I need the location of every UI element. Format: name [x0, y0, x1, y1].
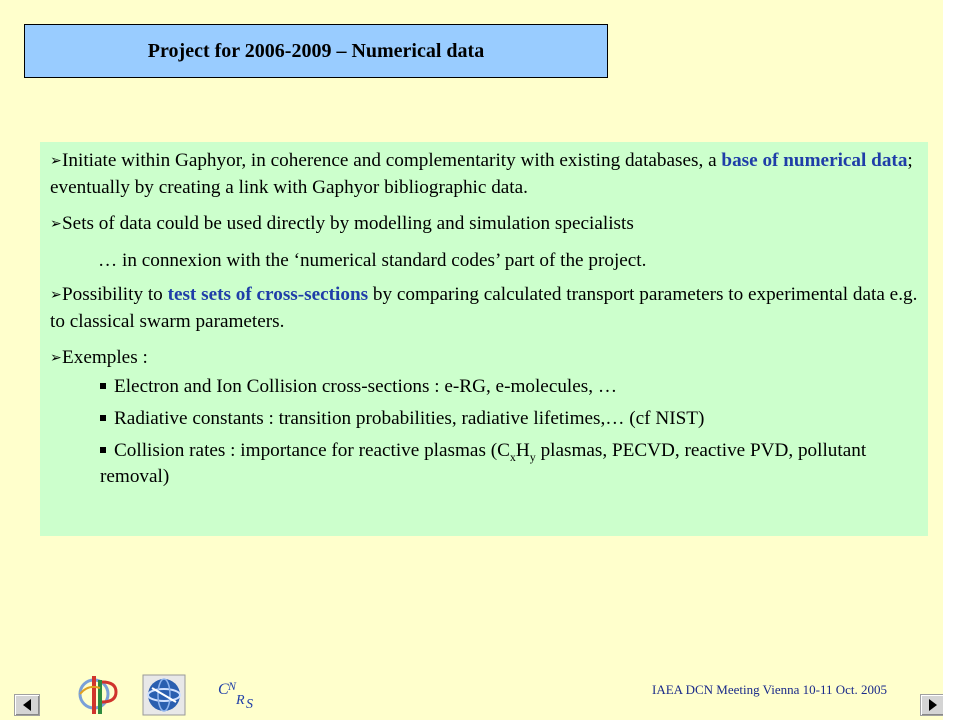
arrow-bullet-icon: ➢	[50, 217, 62, 232]
triangle-right-icon	[927, 698, 939, 712]
sub-bullet-3	[50, 438, 918, 490]
subscript-x: x	[509, 449, 516, 464]
arrow-bullet-icon: ➢	[50, 288, 62, 303]
bullet-3-highlight: test sets of cross-sections	[167, 284, 369, 305]
title-box	[24, 24, 608, 78]
bullet-2	[50, 211, 918, 238]
sub-bullet-3-text-end: plasmas, PECVD, reactive PVD, pollutant removal)	[100, 440, 867, 487]
bullet-3	[50, 282, 918, 335]
sub-bullet-2-text: Radiative constants : transition probabilities, radiative lifetimes,… (cf NIST)	[114, 408, 705, 429]
sub-bullet-3-text: Collision rates : importance for reactive plasmas (C	[114, 440, 510, 461]
bullet-3-text: Possibility to	[62, 284, 168, 305]
cnrs-letters-1: C	[218, 681, 229, 698]
bullet-1-text-end: ; eventually by creating a link with Gaphyor bibliographic data.	[50, 150, 913, 198]
content-box	[40, 142, 928, 536]
bullet-1-highlight: base of numerical data	[721, 150, 908, 171]
bullet-4	[50, 345, 918, 372]
sub-bullet-2	[50, 406, 918, 432]
square-bullet-icon	[100, 383, 106, 389]
ipp-logo-icon	[72, 672, 130, 716]
subscript-y: y	[529, 449, 536, 464]
square-bullet-icon	[100, 415, 106, 421]
svg-text:R: R	[236, 693, 245, 708]
bullet-3-text-end: by comparing calculated transport parameters to experimental data e.g. to classical swarm parameters.	[50, 284, 918, 332]
bullet-2-text: Sets of data could be used directly by modelling and simulation specialists	[62, 213, 634, 234]
bullet-1	[50, 148, 918, 201]
cnrs-logo-icon	[214, 674, 262, 712]
triangle-left-icon	[21, 698, 33, 712]
right-margin	[943, 0, 960, 720]
bullet-1-text: Initiate within Gaphyor, in coherence and complementarity with existing databases, a	[62, 150, 717, 171]
svg-text:S: S	[246, 697, 253, 712]
slide-title: Project for 2006-2009 – Numerical data	[147, 39, 485, 62]
square-bullet-icon	[100, 447, 106, 453]
arrow-bullet-icon: ➢	[50, 351, 62, 366]
previous-slide-button[interactable]	[14, 694, 40, 716]
arrow-bullet-icon: ➢	[50, 154, 62, 169]
bullet-2-continuation: … in connexion with the ‘numerical standard codes’ part of the project.	[98, 250, 647, 271]
sub-bullet-3-h: H	[515, 440, 530, 461]
sub-bullet-1-text: Electron and Ion Collision cross-sections : e-RG, e-molecules, …	[114, 376, 618, 397]
svg-text:N: N	[228, 679, 237, 693]
footer-text: IAEA DCN Meeting Vienna 10-11 Oct. 2005	[652, 682, 887, 697]
institute-logo-icon	[142, 674, 186, 716]
sub-bullet-1	[50, 374, 918, 400]
bullet-4-text: Exemples :	[62, 347, 148, 368]
